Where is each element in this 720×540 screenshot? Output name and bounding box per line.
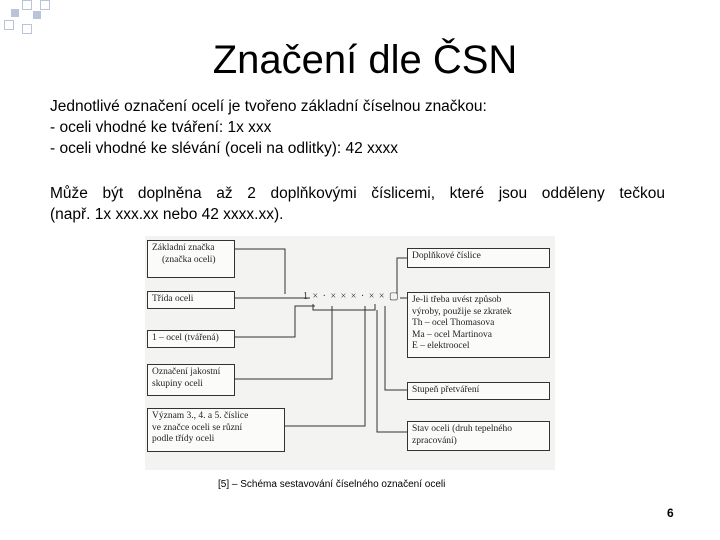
box-line: Je-li třeba uvést způsob	[412, 295, 502, 305]
box-line: zpracování)	[412, 435, 457, 446]
decor-square	[4, 20, 14, 30]
box-line: Označení jakostní	[152, 367, 221, 377]
supplementary-paragraph	[50, 183, 665, 225]
connector-line	[385, 306, 407, 390]
connector-line	[377, 310, 407, 432]
connector-line	[235, 306, 315, 337]
box-quality-group	[147, 364, 235, 396]
box-line: Význam 3., 4. a 5. číslice	[152, 411, 249, 421]
decor-square	[33, 11, 41, 19]
box-line: (značka oceli)	[162, 254, 216, 265]
box-deformation-degree	[407, 382, 550, 400]
box-line: ve značce oceli se různí	[152, 422, 243, 433]
steel-designation-scheme	[145, 236, 555, 470]
box-basic-mark	[147, 240, 235, 278]
box-line: E – elektroocel	[412, 341, 470, 351]
box-heat-treatment	[407, 421, 550, 451]
connector-line	[397, 258, 407, 294]
connector-line	[235, 306, 332, 379]
decor-square	[22, 24, 32, 34]
box-line: výroby, použije se zkratek	[412, 306, 512, 317]
box-line: Třída oceli	[152, 294, 194, 304]
box-line: skupiny oceli	[152, 378, 203, 389]
connector-line	[285, 306, 365, 426]
intro-line: - oceli vhodné ke tváření: 1x xxx	[50, 119, 272, 136]
intro-text	[50, 96, 680, 159]
decor-square	[11, 9, 19, 17]
box-line: podle třídy oceli	[152, 434, 215, 444]
box-line: Ma – ocel Martinova	[412, 329, 492, 340]
box-line: Základní značka	[152, 243, 215, 253]
box-supplementary-digits	[407, 248, 550, 268]
box-line: 1 – ocel (tvářená)	[152, 333, 219, 343]
intro-line: Jednotlivé označení ocelí je tvořeno základní číselnou značkou:	[50, 98, 487, 115]
page-number: 6	[667, 506, 674, 520]
intro-line: - oceli vhodné ke slévání (oceli na odlitky): 42 xxxx	[50, 140, 399, 157]
decor-square	[22, 0, 32, 10]
connector-line	[235, 249, 285, 294]
box-steel-class	[147, 291, 235, 309]
paragraph-line: Může být doplněna až 2 doplňkovými číslicemi, které jsou odděleny tečkou	[50, 185, 665, 202]
box-wrought-steel	[147, 330, 235, 348]
box-line: Th – ocel Thomasova	[412, 318, 495, 328]
paragraph-line: (např. 1x xxx.xx nebo 42 xxxx.xx).	[50, 206, 284, 223]
decor-square	[40, 0, 50, 10]
box-production-method	[407, 292, 550, 358]
connector-line	[313, 304, 375, 310]
box-digit-meaning	[147, 408, 285, 452]
figure-caption: [5] – Schéma sestavování číselného označení oceli	[218, 479, 446, 490]
box-line: Stupeň přetváření	[412, 385, 480, 395]
steel-code-pattern: 1 × · × × × · × × ▢	[303, 291, 400, 302]
slide-title: Značení dle ČSN	[212, 38, 518, 82]
box-line: Stav oceli (druh tepelného	[412, 424, 512, 434]
box-line: Doplňkové číslice	[412, 251, 481, 261]
